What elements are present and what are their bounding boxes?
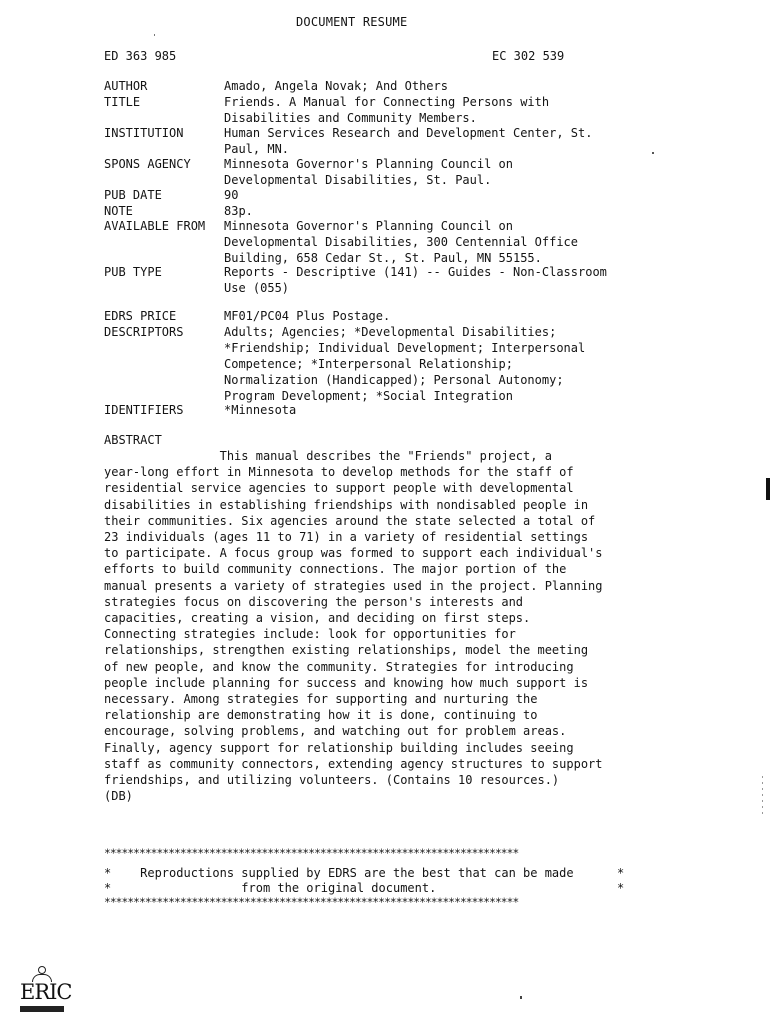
field-value: Adults; Agencies; *Developmental Disabilities; *Friendship; Individual Development; Interpersonal Competence; *Interpersonal Relationship; Normalization (Handicapped); Personal Autonomy; Program Development; *Social Integration <box>224 325 586 403</box>
notice-border-top: *********************************************************************** <box>104 847 519 860</box>
logo-figure-head <box>38 966 46 974</box>
logo-bar <box>20 1006 64 1012</box>
field-label: PUB TYPE <box>104 265 162 279</box>
abstract-heading: ABSTRACT <box>104 433 162 447</box>
field-label: IDENTIFIERS <box>104 403 184 417</box>
field-label: TITLE <box>104 95 141 109</box>
ec-number: EC 302 539 <box>492 49 565 63</box>
eric-logo-icon <box>18 966 72 1018</box>
reproduction-notice-line: * from the original document. * <box>104 881 625 895</box>
field-value: Minnesota Governor's Planning Council on Developmental Disabilities, 300 Centennial Office Building, 658 Cedar St., St. Paul, MN 55155. <box>224 219 579 265</box>
scan-edge-mark <box>766 478 770 500</box>
field-label: NOTE <box>104 204 133 218</box>
field-value: Friends. A Manual for Connecting Persons with Disabilities and Community Members. <box>224 95 550 125</box>
field-value: Human Services Research and Development Center, St. Paul, MN. <box>224 126 593 156</box>
logo-wordmark: ERIC <box>20 980 72 1004</box>
notice-border-bottom: *********************************************************************** <box>104 896 519 909</box>
scan-edge-ticks <box>762 776 763 816</box>
field-value: Amado, Angela Novak; And Others <box>224 79 448 93</box>
field-label: PUB DATE <box>104 188 162 202</box>
reproduction-notice-line: * Reproductions supplied by EDRS are the best that can be made * <box>104 866 625 880</box>
field-value: MF01/PC04 Plus Postage. <box>224 309 391 323</box>
abstract-body: This manual describes the "Friends" project, a year-long effort in Minnesota to develop methods for the staff of residential service agencies to support people with developmental disabilities in establishing friendships with nondisabled people in their communities. Six agencies around the state selected a total of 23 individuals (ages 11 to 71) in a variety of residential settings to participate. A focus group was formed to support each individual's efforts to build community connections. The major portion of the manual presents a variety of strategies used in the project. Planning strategies focus on discovering the person's interests and capacities, creating a vision, and deciding on first steps. Connecting strategies include: look for opportunities for relationships, strengthen existing relationships, model the meeting of new people, and know the community. Strategies for introducing people include planning for success and knowing how much support is necessary. Among strategies for supporting and nurturing the relationship are demonstrating how it is done, continuing to encourage, solving problems, and watching out for problem areas. Finally, agency support for relationship building includes seeing staff as community connectors, extending agency structures to support friendships, and utilizing volunteers. (Contains 10 resources.) (DB) <box>104 449 603 804</box>
field-value: Minnesota Governor's Planning Council on Developmental Disabilities, St. Paul. <box>224 157 513 187</box>
document-title: DOCUMENT RESUME <box>296 15 408 29</box>
field-label: EDRS PRICE <box>104 309 177 323</box>
field-value: 83p. <box>224 204 253 218</box>
scan-speck <box>154 34 155 36</box>
field-label: AUTHOR <box>104 79 148 93</box>
scan-speck <box>520 996 522 999</box>
field-label: DESCRIPTORS <box>104 325 184 339</box>
scan-speck <box>652 152 654 154</box>
field-value: 90 <box>224 188 239 202</box>
field-label: INSTITUTION <box>104 126 184 140</box>
field-value: *Minnesota <box>224 403 297 417</box>
field-value: Reports - Descriptive (141) -- Guides - Non-Classroom Use (055) <box>224 265 607 295</box>
field-label: AVAILABLE FROM <box>104 219 206 233</box>
field-label: SPONS AGENCY <box>104 157 191 171</box>
ed-number: ED 363 985 <box>104 49 177 63</box>
